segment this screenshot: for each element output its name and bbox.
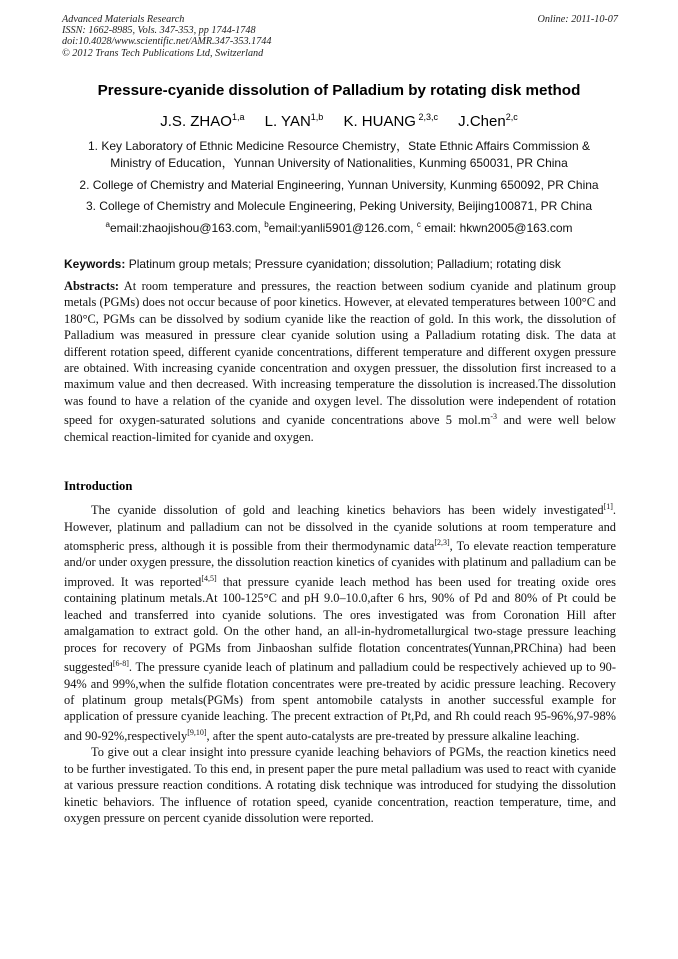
author <box>458 113 518 130</box>
intro-text: , after the spent auto-catalysts are pre-treated by pressure alkaline leaching. <box>206 728 580 743</box>
intro-paragraph-2: To give out a clear insight into pressure cyanide leaching behaviors of PGMs, the reaction kinetics need to be further investigated. To this end, in present paper the pure metal palladium was used to react with cyanide at various pressure reaction conditions. A rotating disk technique was introduced for studying the dissolution kinetic behaviors. The influence of rotation speed, cyanide concentration, reaction temperature, time, and oxygen pressure on percent cyanide dissolution were reported. <box>64 745 616 825</box>
author-affil-sup: 1,b <box>310 112 324 122</box>
author <box>265 113 324 130</box>
intro-text: that pressure cyanide leach method has been used for treating oxide ores containing platinum metals.At 100-125°C and pH 9.0–10.0,after 6 hrs, 90% of Pd and 80% of Pt could be leached and transferred into cyanide solutions. The ores investigated was from Coronation Hill after amalgamation to extract gold. On the other hand, an all-in-hydrometallurgical two-stage pressure leaching proces for recovery of PGMs from Jinbaoshan sulfide flotation concentrates(Yunnan,PRChina) had been suggested <box>64 575 616 675</box>
author-affil-sup: 1,a <box>231 112 245 122</box>
intro-text: , To elevate reaction temperature and/or under oxygen pressure, the dissolution reaction kinetics of cyanides with platinum and palladium can be improved. It was reported <box>64 539 616 589</box>
abstract-label: Abstracts: <box>64 279 120 293</box>
paper-title: Pressure-cyanide dissolution of Palladium by rotating disk method <box>97 82 581 99</box>
author-name: K. HUANG <box>343 113 416 130</box>
abstract <box>64 278 616 445</box>
email-b: email:yanli5901@126.com, <box>268 221 417 235</box>
author-name: L. YAN <box>264 113 311 130</box>
abstract-text: At room temperature and pressures, the reaction between sodium cyanide and platinum group metals (PGMs) does not occur because of poor kinetics. However, at elevated temperatures between 100°C and 180°C, PGMs can be dissolved by sodium cyanide like the reaction of gold. In this work, the dissolution of Palladium was measured in pressure clear cyanide solution using a Palladium rotating disk. The data at different rotation speed, different cyanide concentrations, different temperature and different oxygen pressure are obtained. With increasing cyanide concentration and oxygen pressuer, the dissolution first increased to a maximum value and then decreased. With increasing temperature the dissolution is increased.The dissolution was found to have a relation of the cyanide and oxygen level. The dissolution were independent of rotation speed for oxygen-saturated solutions and cyanide concentrations above 5 mol.m <box>64 279 616 428</box>
author-name: J.S. ZHAO <box>160 113 232 130</box>
email-sup: b <box>264 220 269 229</box>
keywords <box>64 257 616 271</box>
online-date: Online: 2011-10-07 <box>537 14 618 25</box>
journal-name: Advanced Materials Research <box>62 14 185 25</box>
abstract-paragraph <box>64 278 616 445</box>
doi-line: doi:10.4028/www.scientific.net/AMR.347-353.1744 <box>62 36 272 48</box>
email-a: email:zhaojishou@163.com, <box>109 221 265 235</box>
email-c: email: hkwn2005@163.com <box>420 221 573 235</box>
author <box>160 113 244 130</box>
citation[interactable]: [1] <box>603 502 613 511</box>
email-sup: a <box>105 220 110 229</box>
abstract-text-end: and were well below chemical reaction-limited for cyanide and oxygen. <box>64 413 617 444</box>
author <box>343 113 438 130</box>
author-affil-sup: 2,3,c <box>415 112 438 122</box>
affiliation-1-line-1: 1. Key Laboratory of Ethnic Medicine Resource Chemistry，State Ethnic Affairs Commission & <box>88 139 590 153</box>
intro-text: . However, platinum and palladium can not be dissolved in the cyanide solutions at room temperature and atomspheric press, although it is possible from their thermodynamic data <box>64 503 616 554</box>
affiliation-3: 3. College of Chemistry and Molecule Engineering, Peking University, Beijing100871, PR China <box>85 199 593 213</box>
affiliation-2: 2. College of Chemistry and Material Engineering, Yunnan University, Kunming 650092, PR China <box>79 178 599 192</box>
unit-exponent: -3 <box>490 412 498 422</box>
intro-paragraph-1 <box>64 499 616 744</box>
affiliation-1 <box>40 138 638 172</box>
author-affil-sup: 2,c <box>505 112 518 122</box>
author-name: J.Chen <box>458 113 506 130</box>
author-list <box>0 112 678 130</box>
keywords-label: Keywords: <box>64 257 126 271</box>
introduction-body <box>64 499 616 826</box>
citation[interactable]: [9,10] <box>187 727 207 737</box>
copyright-line: © 2012 Trans Tech Publications Ltd, Switzerland <box>62 47 264 59</box>
affiliation-1-line-2: Ministry of Education，Yunnan University of Nationalities, Kunming 650031, PR China <box>110 156 568 170</box>
email-sup: c <box>416 220 421 229</box>
citation[interactable]: [6-8] <box>112 659 129 669</box>
keywords-text: Platinum group metals; Pressure cyanidation; dissolution; Palladium; rotating disk <box>125 257 561 271</box>
section-heading-introduction: Introduction <box>64 479 133 493</box>
email-line <box>0 220 678 235</box>
intro-text: . The pressure cyanide leach of platinum and palladium could be respectively achieved up to 90-94% and 99%,when the sulfide flotation concentrates were pre-treated by acidic pressure leaching. Recovery of platinum group metals(PGMs) from spent antomobile catalysts in another successful example for application of pressure cyanide leaching. The precent extraction of Pt,Pd, and Rh could reach 95-96%,97-98% and 90-92%,respectively <box>64 660 616 743</box>
intro-text: The cyanide dissolution of gold and leaching kinetics behaviors has been widely investigated <box>91 503 604 518</box>
journal-header <box>62 14 618 59</box>
issn-line: ISSN: 1662-8985, Vols. 347-353, pp 1744-1748 <box>62 25 256 37</box>
citation[interactable]: [2,3] <box>434 537 450 547</box>
citation[interactable]: [4,5] <box>201 573 217 583</box>
